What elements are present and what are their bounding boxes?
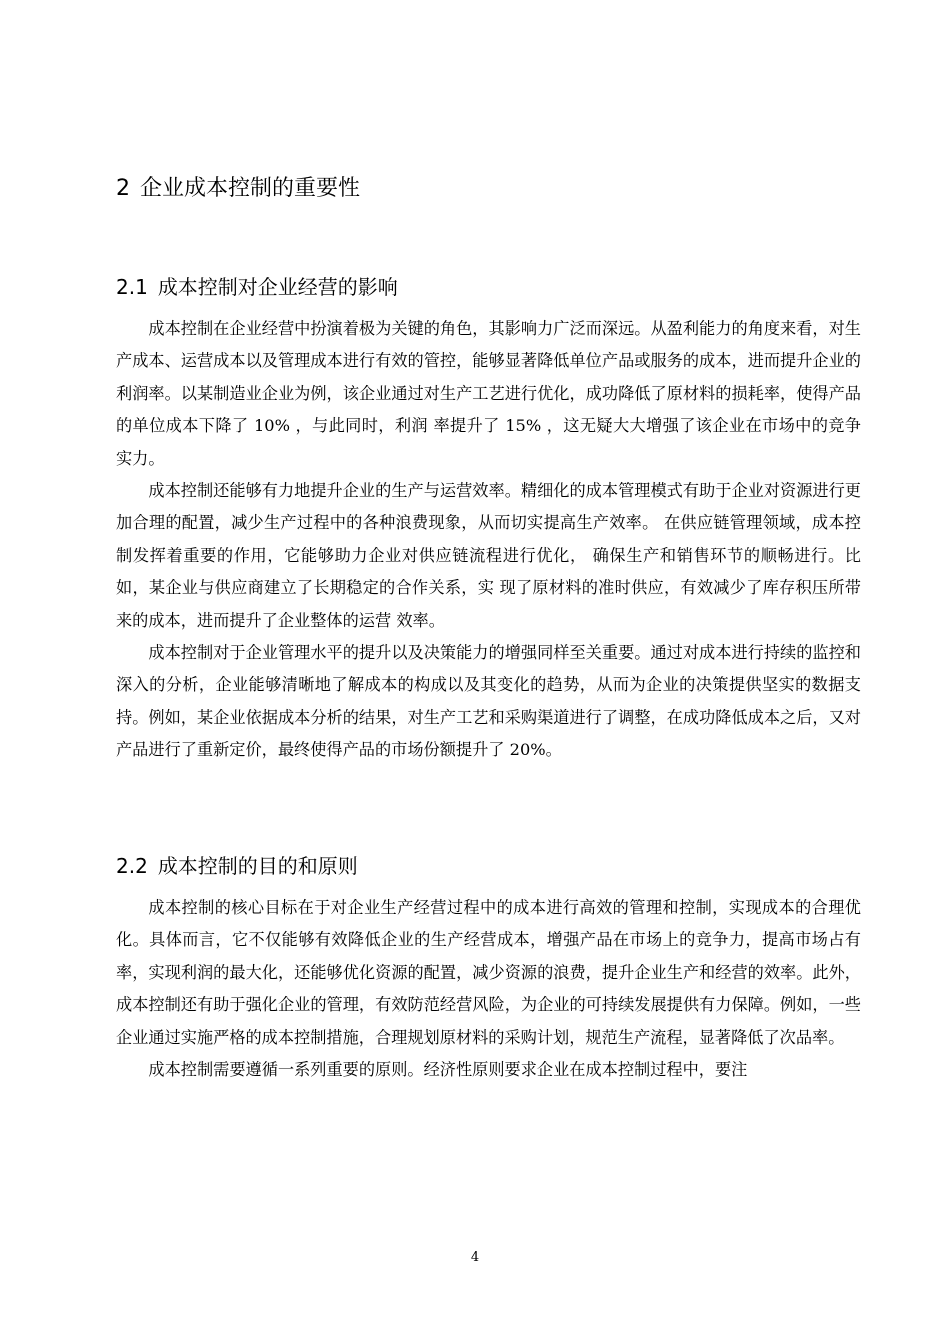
chapter-title: 企业成本控制的重要性 [140, 176, 361, 201]
section-title: 成本控制对企业经营的影响 [157, 275, 398, 299]
paragraph: 成本控制对于企业管理水平的提升以及决策能力的增强同样至关重要。通过对成本进行持续的监控和深入的分析，企业能够清晰地了解成本的构成以及其变化的趋势，从而为企业的决策提供坚实的数据支持。例如，某企业依据成本分析的结果，对生产工艺和采购渠道进行了调整，在成功降低成本之后，又对产品进行了重新定价，最终使得产品的市场份额提升了 20%。 [116, 643, 861, 760]
section-heading-2-2 [116, 850, 358, 882]
chapter-number: 2 [116, 176, 130, 201]
paragraph: 成本控制的核心目标在于对企业生产经营过程中的成本进行高效的管理和控制，实现成本的合理优化。具体而言，它不仅能够有效降低企业的生产经营成本，增强产品在市场上的竞争力，提高市场占有率，实现利润的最大化，还能够优化资源的配置，减少资源的浪费，提升企业生产和经营的效率。此外，成本控制还有助于强化企业的管理，有效防范经营风险，为企业的可持续发展提供有力保障。例如，一些企业通过实施严格的成本控制措施，合理规划原材料的采购计划，规范生产流程，显著降低了次品率。 [116, 898, 861, 1047]
paragraph: 成本控制在企业经营中扮演着极为关键的角色，其影响力广泛而深远。从盈利能力的角度来看，对生产成本、运营成本以及管理成本进行有效的管控，能够显著降低单位产品或服务的成本，进而提升企业的利润率。以某制造业企业为例，该企业通过对生产工艺进行优化，成功降低了原材料的损耗率，使得产品的单位成本下降了 10% ，与此同时，利润 率提升了 15% ，这无疑大大增强了该企业在市场中的竞争实力。 [116, 319, 861, 468]
chapter-heading [116, 172, 360, 206]
section-heading-2-1 [116, 271, 398, 303]
section-2-2-body [116, 892, 861, 1086]
section-number: 2.1 [116, 275, 148, 299]
paragraph: 成本控制需要遵循一系列重要的原则。经济性原则要求企业在成本控制过程中，要注 [148, 1060, 748, 1080]
section-number: 2.2 [116, 854, 148, 878]
section-title: 成本控制的目的和原则 [157, 854, 358, 878]
paragraph: 成本控制还能够有力地提升企业的生产与运营效率。精细化的成本管理模式有助于企业对资源进行更加合理的配置，减少生产过程中的各种浪费现象，从而切实提高生产效率。 在供应链管理领域，成本控制发挥着重要的作用，它能够助力企业对供应链流程进行优化， 确保生产和销售环节的顺畅进行。比如，某企业与供应商建立了长期稳定的合作关系，实 现了原材料的准时供应，有效减少了库存积压所带来的成本，进而提升了企业整体的运营 效率。 [116, 481, 861, 630]
page-number: 4 [470, 1250, 480, 1265]
section-2-1-body [116, 313, 861, 767]
